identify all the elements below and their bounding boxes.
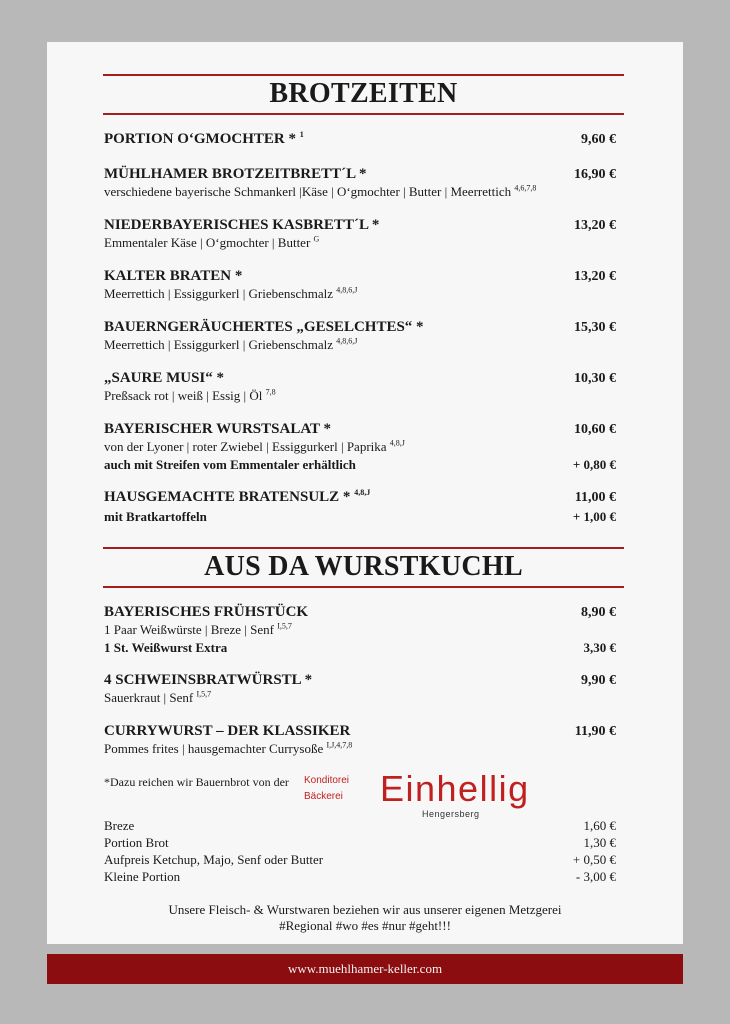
divider [103, 113, 624, 115]
menu-item-name: „SAURE MUSI“ * [104, 370, 225, 386]
menu-item-price: 11,90 € [574, 724, 616, 739]
menu-item-price: 10,60 € [574, 422, 616, 437]
closing-line: Unsere Fleisch- & Wurstwaren beziehen wir aus unserer eigenen Metzgerei [168, 902, 562, 917]
divider [103, 586, 624, 588]
menu-item-description: Preßsack rot | weiß | Essig | Öl $^{7,8}$ [104, 387, 276, 403]
extra-price: + 0,50 € [572, 852, 616, 867]
closing-hashtags: #Regional #wo #es #nur #geht!!! [279, 918, 451, 933]
bread-note: *Dazu reichen wir Bauernbrot von der [104, 775, 289, 789]
menu-item-extra: auch mit Streifen vom Emmentaler erhältlich [104, 457, 356, 472]
bakery-logo: Einhellig [380, 768, 530, 809]
menu-item-name: HAUSGEMACHTE BRATENSULZ * $^{4,8,J}$ [104, 488, 371, 505]
menu-item-name: CURRYWURST – DER KLASSIKER [104, 723, 351, 739]
section-title: BROTZEITEN [269, 78, 458, 109]
menu-item-price: 15,30 € [574, 320, 616, 335]
menu-item-price: 16,90 € [574, 167, 616, 182]
menu-item-name: BAYERISCHES FRÜHSTÜCK [104, 604, 309, 620]
menu-item-description: verschiedene bayerische Schmankerl |Käse | O‘gmochter | Butter | Meerrettich $^{4,6,7,8}$ [104, 183, 537, 199]
menu-item-name: 4 SCHWEINSBRATWÜRSTL * [104, 672, 313, 688]
extra-label: Breze [104, 818, 135, 833]
menu-item-price: 9,60 € [581, 132, 616, 147]
menu-item-price: 9,90 € [581, 673, 616, 688]
menu-item-extra-price: 3,30 € [583, 640, 616, 655]
menu-item-price: 11,00 € [574, 490, 616, 505]
extra-price: - 3,00 € [575, 869, 616, 884]
menu-item-price: 8,90 € [581, 605, 616, 620]
extra-label: Aufpreis Ketchup, Majo, Senf oder Butter [104, 852, 324, 867]
menu-item-price: 13,20 € [574, 218, 616, 233]
logo-location: Hengersberg [422, 809, 480, 819]
menu-item-description: von der Lyoner | roter Zwiebel | Essiggurkerl | Paprika $^{4,8,J}$ [104, 438, 405, 454]
menu-item-name: BAUERNGERÄUCHERTES „GESELCHTES“ * [104, 319, 424, 335]
logo-line-baeckerei: Bäckerei [304, 791, 343, 802]
menu-item-name: PORTION O‘GMOCHTER * $^1$ [104, 130, 304, 147]
menu-item-description: Pommes frites | hausgemachter Currysoße $^{I,J,4,7,8}$ [104, 740, 353, 756]
menu-item-name: NIEDERBAYERISCHES KASBRETT´L * [104, 217, 380, 233]
menu-item-extra: 1 St. Weißwurst Extra [104, 640, 228, 655]
menu-item-price: 13,20 € [574, 269, 616, 284]
menu-item-price: 10,30 € [574, 371, 616, 386]
menu-item-extra-price: + 0,80 € [572, 457, 616, 472]
menu-item-name: BAYERISCHER WURSTSALAT * [104, 421, 332, 437]
extra-label: Portion Brot [104, 835, 169, 850]
extra-price: 1,30 € [583, 835, 616, 850]
divider [103, 74, 624, 76]
section-title: AUS DA WURSTKUCHL [204, 551, 523, 582]
logo-line-konditorei: Konditorei [304, 775, 350, 786]
menu-item-extra-price: + 1,00 € [572, 509, 616, 524]
menu-item-description: Emmentaler Käse | O‘gmochter | Butter $^G$ [104, 234, 320, 250]
footer-bar [47, 954, 683, 984]
menu-item-extra: mit Bratkartoffeln [104, 509, 207, 524]
website-link[interactable]: www.muehlhamer-keller.com [287, 961, 443, 976]
menu-item-name: MÜHLHAMER BROTZEITBRETT´L * [104, 166, 367, 182]
menu-item-description: 1 Paar Weißwürste | Breze | Senf $^{I,5,7}$ [104, 621, 292, 637]
menu-item-description: Meerrettich | Essiggurkerl | Griebenschmalz $^{4,8,6,J}$ [104, 336, 358, 352]
menu-item-description: Meerrettich | Essiggurkerl | Griebenschmalz $^{4,8,6,J}$ [104, 285, 358, 301]
divider [103, 547, 624, 549]
menu-item-name: KALTER BRATEN * [104, 268, 243, 284]
extra-label: Kleine Portion [104, 869, 181, 884]
extra-price: 1,60 € [583, 818, 616, 833]
menu-item-description: Sauerkraut | Senf $^{I,5,7}$ [104, 689, 212, 705]
